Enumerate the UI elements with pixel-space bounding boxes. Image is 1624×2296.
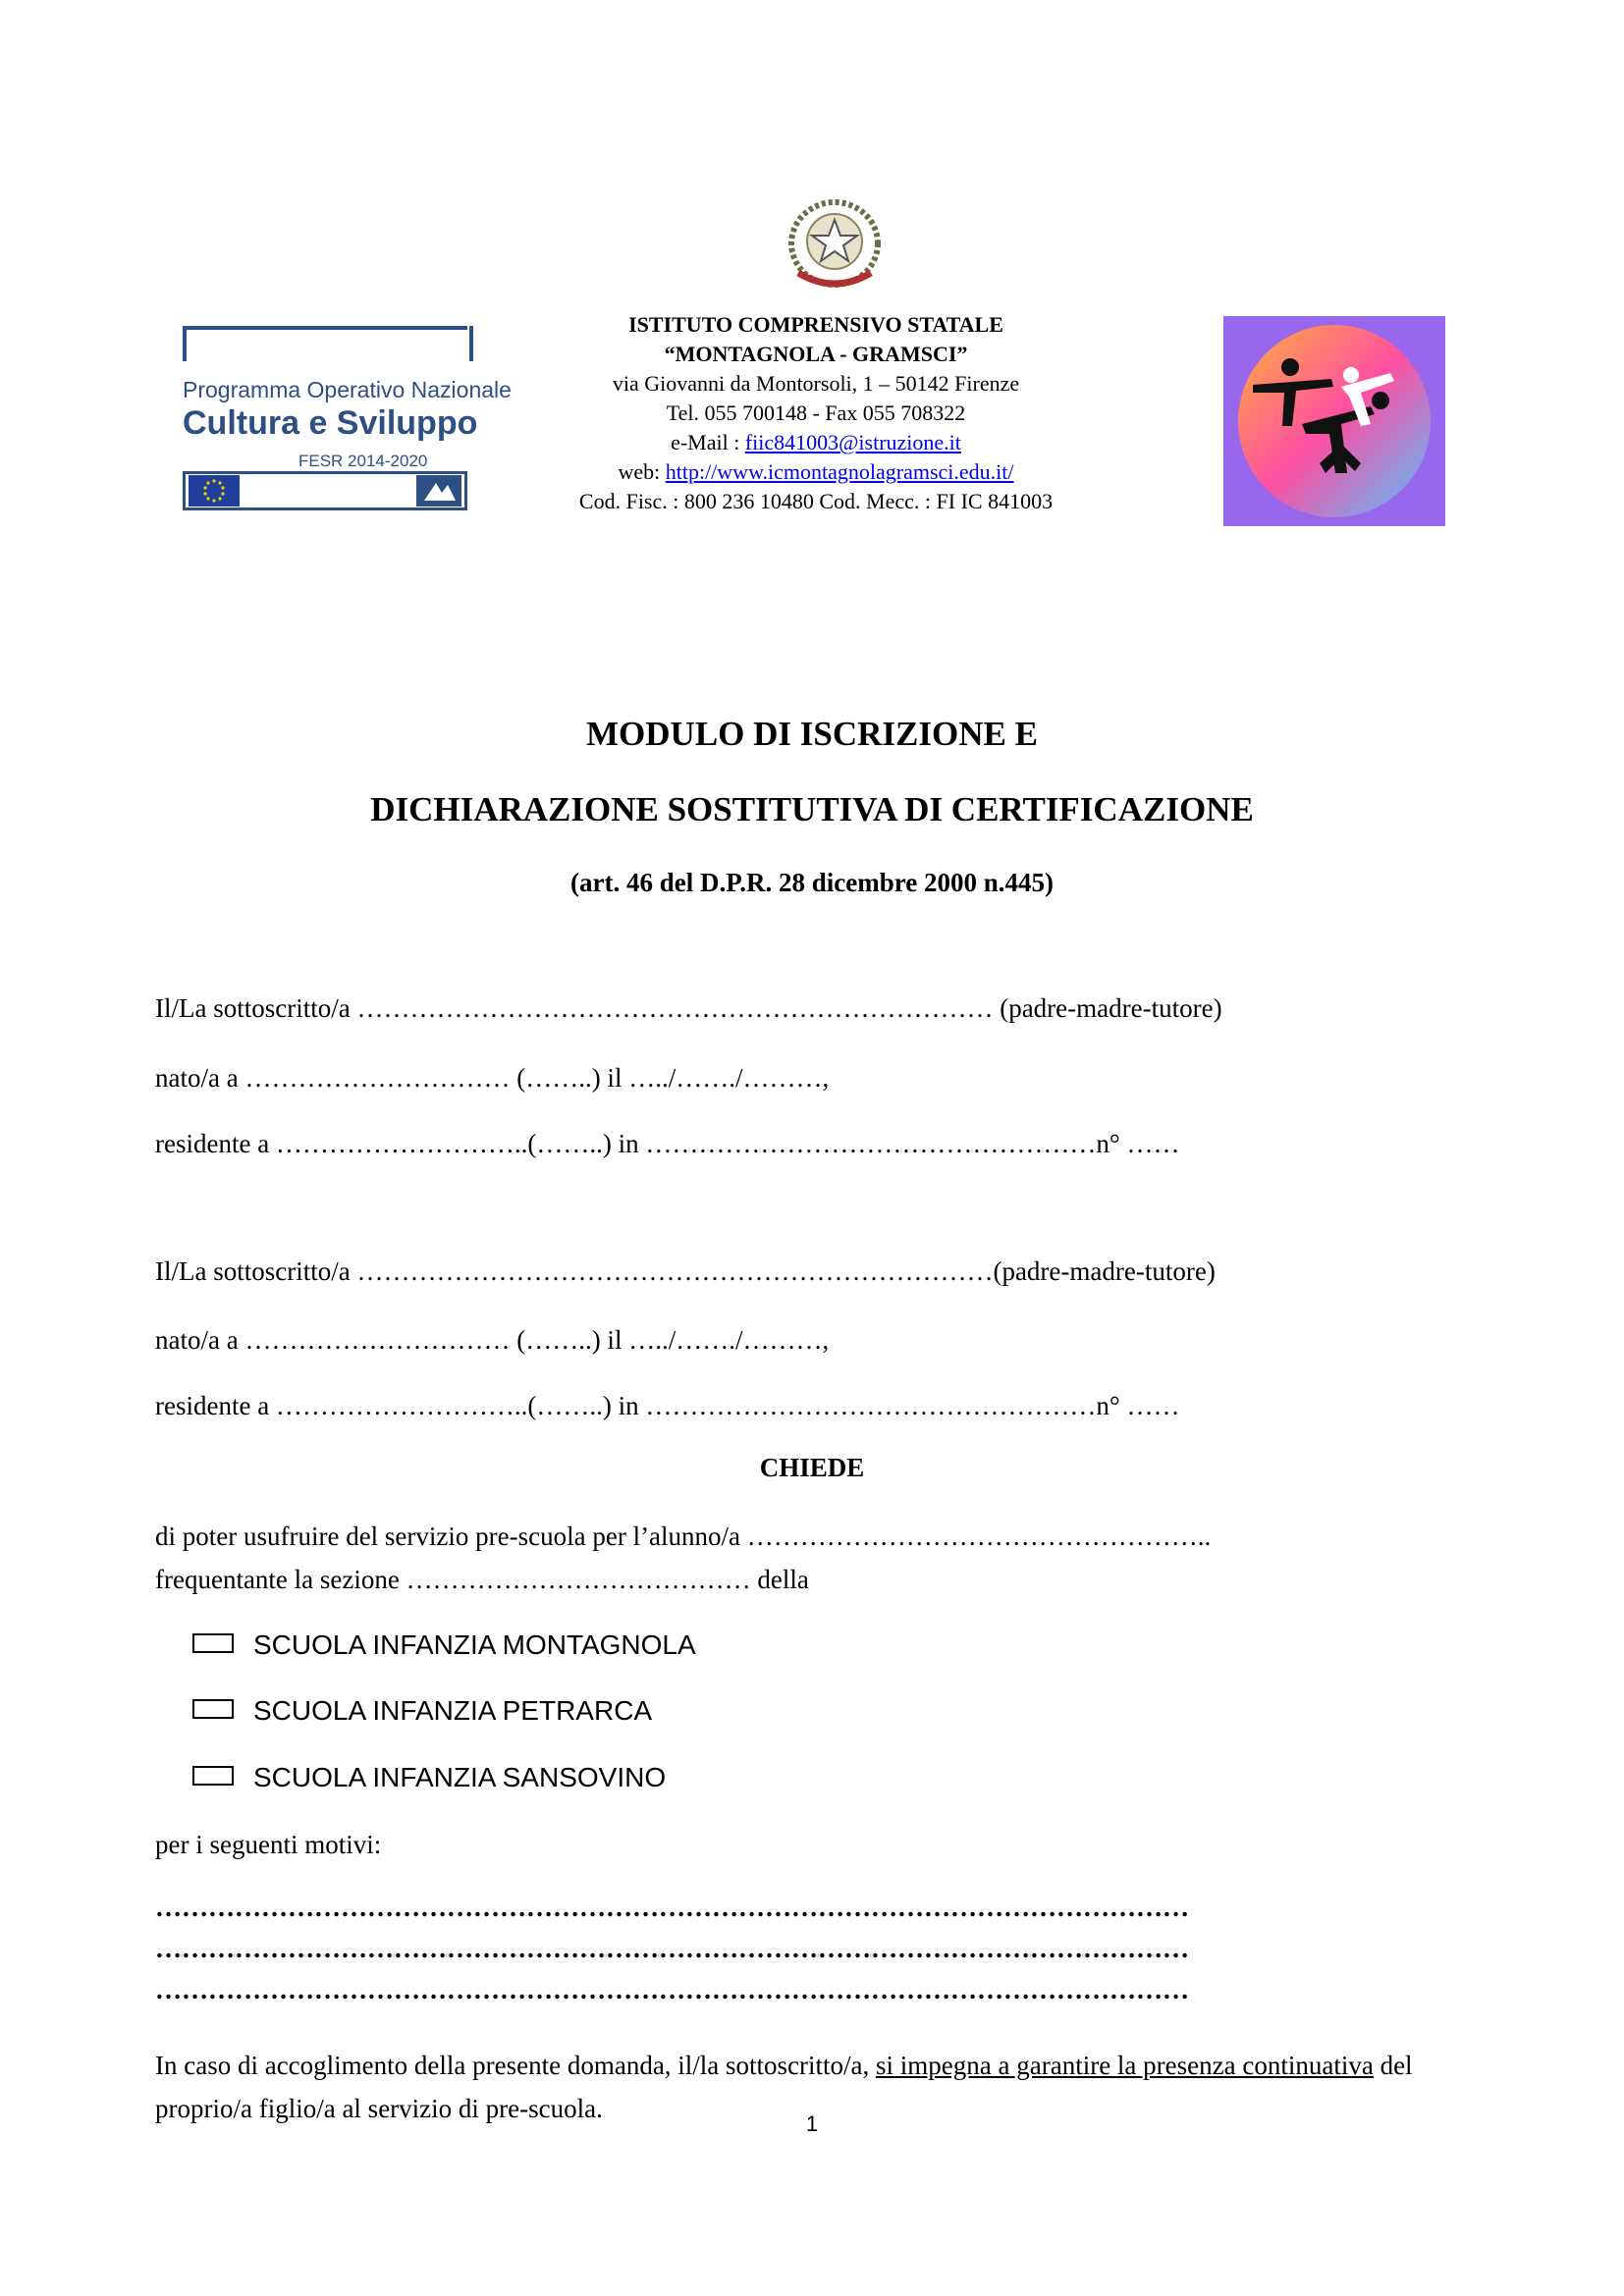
parent2-birth-line[interactable]: nato/a a ………………………… (……..) il …../……./………, bbox=[155, 1325, 830, 1355]
institute-phone: Tel. 055 700148 - Fax 055 708322 bbox=[666, 400, 966, 425]
parent2-residence-line[interactable]: residente a ………………………..(……..) in ……………………………………………n° …… bbox=[155, 1391, 1180, 1420]
institute-codes: Cod. Fisc. : 800 236 10480 Cod. Mecc. : FI IC 841003 bbox=[578, 489, 1054, 513]
page-number: 1 bbox=[805, 2111, 819, 2136]
pon-logo bbox=[183, 326, 512, 514]
parent1-residence-line[interactable]: residente a ………………………..(……..) in ……………………………………………n° …… bbox=[155, 1129, 1180, 1158]
commitment-text-2: del proprio/a figlio/a al servizio di pre-scuola. bbox=[155, 2051, 1413, 2123]
parent1-role-label: (padre-madre-tutore) bbox=[1000, 993, 1222, 1023]
option-montagnola[interactable] bbox=[192, 1629, 696, 1661]
institute-email-row bbox=[525, 428, 1107, 457]
reasons-line-3[interactable]: ……………………………………………………………………………………………………… bbox=[155, 1975, 1189, 2004]
parent1-name-line[interactable] bbox=[155, 993, 1222, 1024]
option-sansovino-checkbox[interactable] bbox=[192, 1766, 234, 1786]
web-label: web: bbox=[618, 459, 666, 484]
pon-logo-line1: Programma Operativo Nazionale bbox=[183, 377, 512, 402]
form-title-line1: MODULO DI ISCRIZIONE E bbox=[586, 715, 1038, 753]
institute-address: via Giovanni da Montorsoli, 1 – 50142 Firenze bbox=[612, 371, 1020, 396]
request-section-line[interactable]: frequentante la sezione ………………………………… della bbox=[155, 1565, 809, 1594]
option-petrarca-checkbox[interactable] bbox=[192, 1699, 234, 1719]
reasons-label: per i seguenti motivi: bbox=[155, 1830, 382, 1859]
form-title-line2: DICHIARAZIONE SOSTITUTIVA DI CERTIFICAZIONE bbox=[370, 790, 1254, 828]
parent1-name-label: Il/La sottoscritto/a ……………………………………………………………… bbox=[155, 993, 1001, 1023]
request-heading: CHIEDE bbox=[759, 1453, 865, 1482]
institute-web-row bbox=[525, 457, 1107, 487]
institute-subname: “MONTAGNOLA - GRAMSCI” bbox=[664, 342, 968, 366]
email-link[interactable]: fiic841003@istruzione.it bbox=[744, 430, 961, 454]
pon-logo-line3: FESR 2014-2020 bbox=[298, 452, 428, 470]
school-logo bbox=[1223, 316, 1445, 526]
parent2-name-line[interactable] bbox=[155, 1256, 1216, 1287]
option-sansovino-label: SCUOLA INFANZIA SANSOVINO bbox=[253, 1762, 667, 1792]
parent1-birth-line[interactable]: nato/a a ………………………… (……..) il …../……./………, bbox=[155, 1063, 830, 1093]
institute-name: ISTITUTO COMPRENSIVO STATALE bbox=[628, 312, 1003, 337]
eu-flag-icon bbox=[189, 475, 240, 507]
ministry-icon bbox=[416, 475, 461, 507]
commitment-text-1: In caso di accoglimento della presente domanda, il/la sottoscritto/a, bbox=[155, 2051, 877, 2080]
parent2-role-label: (padre-madre-tutore) bbox=[993, 1256, 1216, 1286]
option-petrarca-label: SCUOLA INFANZIA PETRARCA bbox=[253, 1695, 653, 1726]
reasons-line-2[interactable]: ……………………………………………………………………………………………………… bbox=[155, 1934, 1189, 1963]
institute-info bbox=[525, 310, 1107, 516]
option-petrarca[interactable] bbox=[192, 1695, 652, 1727]
pon-logo-line2: Cultura e Sviluppo bbox=[183, 404, 478, 442]
email-label: e-Mail : bbox=[671, 430, 745, 454]
form-title-legal-reference: (art. 46 del D.P.R. 28 dicembre 2000 n.445) bbox=[570, 868, 1054, 897]
reasons-line-1[interactable]: ……………………………………………………………………………………………………… bbox=[155, 1893, 1189, 1922]
option-montagnola-checkbox[interactable] bbox=[192, 1633, 234, 1653]
web-link[interactable]: http://www.icmontagnolagramsci.edu.it/ bbox=[665, 459, 1014, 484]
option-sansovino[interactable] bbox=[192, 1762, 666, 1793]
request-student-line[interactable]: di poter usufruire del servizio pre-scuola per l’alunno/a …………………………………………….. bbox=[155, 1522, 1212, 1551]
parent2-name-label: Il/La sottoscritto/a ……………………………………………………………… bbox=[155, 1256, 994, 1286]
commitment-underlined: si impegna a garantire la presenza continuativa bbox=[876, 2051, 1374, 2080]
italian-republic-emblem bbox=[781, 196, 889, 294]
option-montagnola-label: SCUOLA INFANZIA MONTAGNOLA bbox=[253, 1629, 696, 1660]
